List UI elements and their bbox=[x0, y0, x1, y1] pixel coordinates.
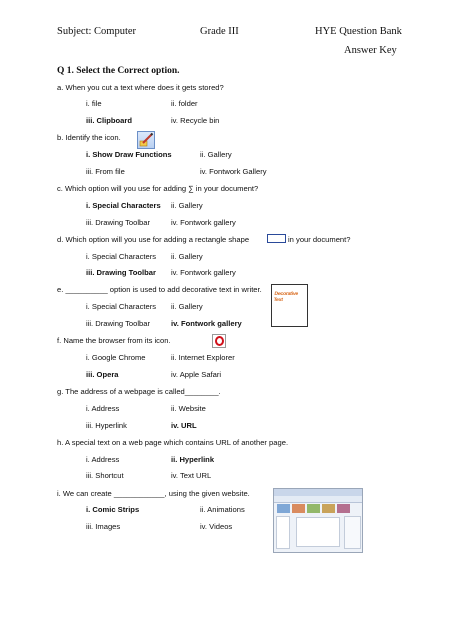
website-thumbnail bbox=[277, 504, 290, 513]
question-b: b. Identify the icon. bbox=[57, 133, 121, 142]
website-left-panel bbox=[276, 516, 290, 549]
option-h-1: i. Address bbox=[86, 455, 120, 464]
option-h-2-answer: ii. Hyperlink bbox=[171, 455, 215, 464]
option-i-2: ii. Animations bbox=[200, 505, 245, 514]
header-grade: Grade III bbox=[200, 26, 239, 37]
option-b-2: ii. Gallery bbox=[200, 150, 232, 159]
header-answer-key: Answer Key bbox=[344, 45, 397, 56]
option-g-2: ii. Website bbox=[171, 404, 206, 413]
option-h-3: iii. Shortcut bbox=[86, 471, 124, 480]
website-toolbar bbox=[274, 496, 362, 503]
section-title: Q 1. Select the Correct option. bbox=[57, 66, 180, 76]
option-h-4: iv. Text URL bbox=[171, 471, 212, 480]
option-d-1: i. Special Characters bbox=[86, 252, 157, 261]
opera-logo-ring bbox=[215, 336, 224, 346]
option-a-3-answer: iii. Clipboard bbox=[86, 116, 132, 125]
option-f-2: ii. Internet Explorer bbox=[171, 353, 235, 362]
website-screenshot bbox=[273, 488, 363, 553]
option-i-3: iii. Images bbox=[86, 522, 121, 531]
fontwork-sample-image bbox=[271, 284, 308, 327]
option-i-4: iv. Videos bbox=[200, 522, 233, 531]
option-b-1-answer: i. Show Draw Functions bbox=[86, 150, 172, 159]
option-a-2: ii. folder bbox=[171, 99, 198, 108]
option-f-3-answer: iii. Opera bbox=[86, 370, 119, 379]
option-c-2: ii. Gallery bbox=[171, 201, 203, 210]
website-thumbnail bbox=[322, 504, 335, 513]
option-e-1: i. Special Characters bbox=[86, 302, 157, 311]
option-e-4-answer: iv. Fontwork gallery bbox=[171, 319, 242, 328]
website-right-panel bbox=[344, 516, 361, 549]
question-i: i. We can create ____________, using the given website. bbox=[57, 489, 250, 498]
option-g-4-answer: iv. URL bbox=[171, 421, 197, 430]
header-bank: HYE Question Bank bbox=[315, 26, 402, 37]
option-d-3-answer: iii. Drawing Toolbar bbox=[86, 268, 156, 277]
fontwork-sample-text: Decorative Text bbox=[273, 291, 299, 303]
option-g-3: iii. Hyperlink bbox=[86, 421, 127, 430]
website-thumbnail bbox=[292, 504, 305, 513]
option-a-4: iv. Recycle bin bbox=[171, 116, 220, 125]
option-d-2: ii. Gallery bbox=[171, 252, 203, 261]
option-c-3: iii. Drawing Toolbar bbox=[86, 218, 151, 227]
website-canvas bbox=[296, 517, 340, 547]
question-g: g. The address of a webpage is called________. bbox=[57, 387, 221, 396]
question-d-tail: in your document? bbox=[288, 235, 351, 244]
option-d-4: iv. Fontwork gallery bbox=[171, 268, 236, 277]
question-h: h. A special text on a web page which contains URL of another page. bbox=[57, 438, 289, 447]
option-c-4: iv. Fontwork gallery bbox=[171, 218, 236, 227]
question-f: f. Name the browser from its icon. bbox=[57, 336, 171, 345]
option-f-4: iv. Apple Safari bbox=[171, 370, 222, 379]
question-c: c. Which option will you use for adding ∑ in your document? bbox=[57, 184, 259, 193]
option-b-4: iv. Fontwork Gallery bbox=[200, 167, 267, 176]
option-b-3: iii. From file bbox=[86, 167, 125, 176]
draw-functions-icon bbox=[137, 131, 155, 149]
option-i-1-answer: i. Comic Strips bbox=[86, 505, 140, 514]
website-titlebar bbox=[274, 489, 362, 496]
option-c-1-answer: i. Special Characters bbox=[86, 201, 161, 210]
option-g-1: i. Address bbox=[86, 404, 120, 413]
website-thumbnail bbox=[307, 504, 320, 513]
question-e: e. __________ option is used to add decorative text in writer. bbox=[57, 285, 262, 294]
option-e-2: ii. Gallery bbox=[171, 302, 203, 311]
header-subject: Subject: Computer bbox=[57, 26, 137, 37]
option-e-3: iii. Drawing Toolbar bbox=[86, 319, 151, 328]
option-a-1: i. file bbox=[86, 99, 102, 108]
opera-browser-icon bbox=[212, 334, 226, 348]
option-f-1: i. Google Chrome bbox=[86, 353, 146, 362]
website-thumbnail bbox=[337, 504, 350, 513]
question-d: d. Which option will you use for adding a rectangle shape bbox=[57, 235, 250, 244]
question-a: a. When you cut a text where does it gets stored? bbox=[57, 83, 224, 92]
rectangle-shape-icon bbox=[267, 234, 286, 243]
